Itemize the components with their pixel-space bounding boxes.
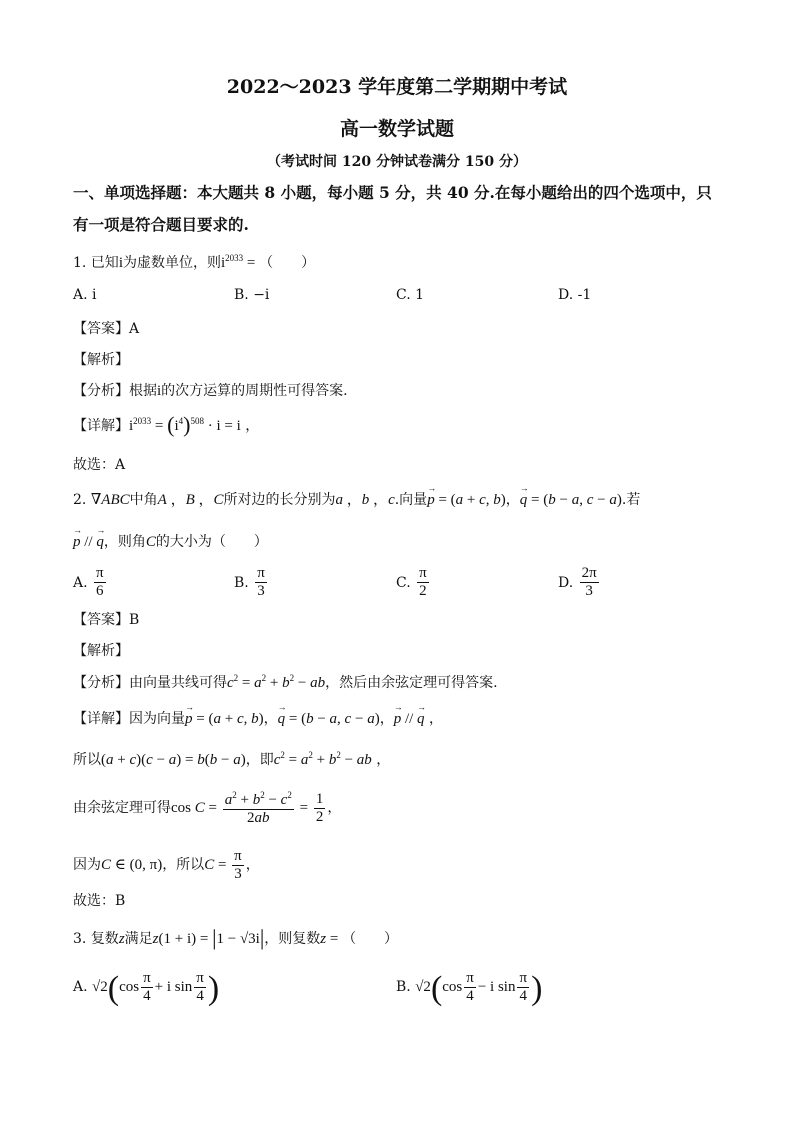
option-c: C. 1 bbox=[396, 287, 425, 303]
option-d: D. $\frac{2\pi}{3}$ bbox=[558, 565, 597, 600]
section-heading-line2: 有一项是符合题目要求的. bbox=[73, 215, 249, 234]
conclusion-1: 故选：A bbox=[73, 457, 126, 473]
section-heading-line1: 一、单项选择题：本大题共 8 小题，每小题 5 分，共 40 分.在每小题给出的四个选项中，只 bbox=[73, 183, 712, 202]
option-b: B. −i bbox=[234, 287, 270, 303]
detail-1: 【详解】$i^{2033} = (i^4)^{508} \cdot i = i$ ， bbox=[73, 412, 260, 437]
option-b: B. √2(cos $\frac{\pi}{4}$ − i sin $\frac{\pi}{4}$ ) bbox=[396, 970, 543, 1008]
question-2-stem-line1: 2. ∇ABC中角A ，B ，C所对边的长分别为a ，b ，c.向量→ p = (a + c, b)，→ q = (b − a, c − a).若 bbox=[73, 488, 640, 509]
answer-2: 【答案】B bbox=[73, 612, 140, 628]
suoyi-2: 所以(a + c)(c − a) = b(b − a)，即$c^2 = a^2 + b^2$ − ab ， bbox=[73, 750, 391, 768]
page-title: 2022～2023 学年度第二学期期中考试 bbox=[226, 76, 568, 98]
option-c: C. $\frac{\pi}{2}$ bbox=[396, 565, 427, 600]
conclusion-2: 故选：B bbox=[73, 893, 126, 909]
option-a: A. √2(cos $\frac{\pi}{4}$ + i sin $\frac{\pi}{4}$ ) bbox=[73, 970, 220, 1008]
option-a: A. $\frac{\pi}{6}$ bbox=[73, 565, 104, 600]
page-subtitle: 高一数学试题 bbox=[339, 118, 454, 140]
question-3-stem: 3. 复数z满足z(1 + i) = |1 − √3i|，则复数z = （ ） bbox=[73, 925, 399, 950]
option-d: D. -1 bbox=[558, 287, 592, 303]
question-1-stem: 1. 已知i为虚数单位，则$i^{2033}$ = （ ） bbox=[73, 253, 316, 271]
option-b: B. $\frac{\pi}{3}$ bbox=[234, 565, 265, 600]
question-2-stem-line2: → p // → q，则角C的大小为（ ） bbox=[73, 531, 268, 551]
answer-1: 【答案】A bbox=[73, 321, 140, 337]
yinwei-2: 因为C ∈ (0, π)，所以C = $\frac{\pi}{3}$ ， bbox=[73, 848, 260, 883]
detail-2: 【详解】因为向量→ p = (a + c, b)，→ q = (b − a, c − a)，→ p // → q ， bbox=[73, 708, 443, 728]
exam-note: （考试时间 120 分钟试卷满分 150 分） bbox=[267, 154, 527, 170]
analysis-1: 【解析】 bbox=[73, 352, 129, 368]
fenxi-2: 【分析】由向量共线可得$c^2 = a^2 + b^2$ − ab，然后由余弦定理可得答案. bbox=[73, 673, 498, 691]
fenxi-1: 【分析】根据i的次方运算的周期性可得答案. bbox=[73, 383, 348, 399]
analysis-2: 【解析】 bbox=[73, 643, 129, 659]
yuxian-2: 由余弦定理可得cos C = $\frac{a^2 + b^2 - c^2}{2ab}$ = $\frac{1}{2}$ ， bbox=[73, 790, 342, 827]
option-a: A. i bbox=[73, 287, 97, 303]
